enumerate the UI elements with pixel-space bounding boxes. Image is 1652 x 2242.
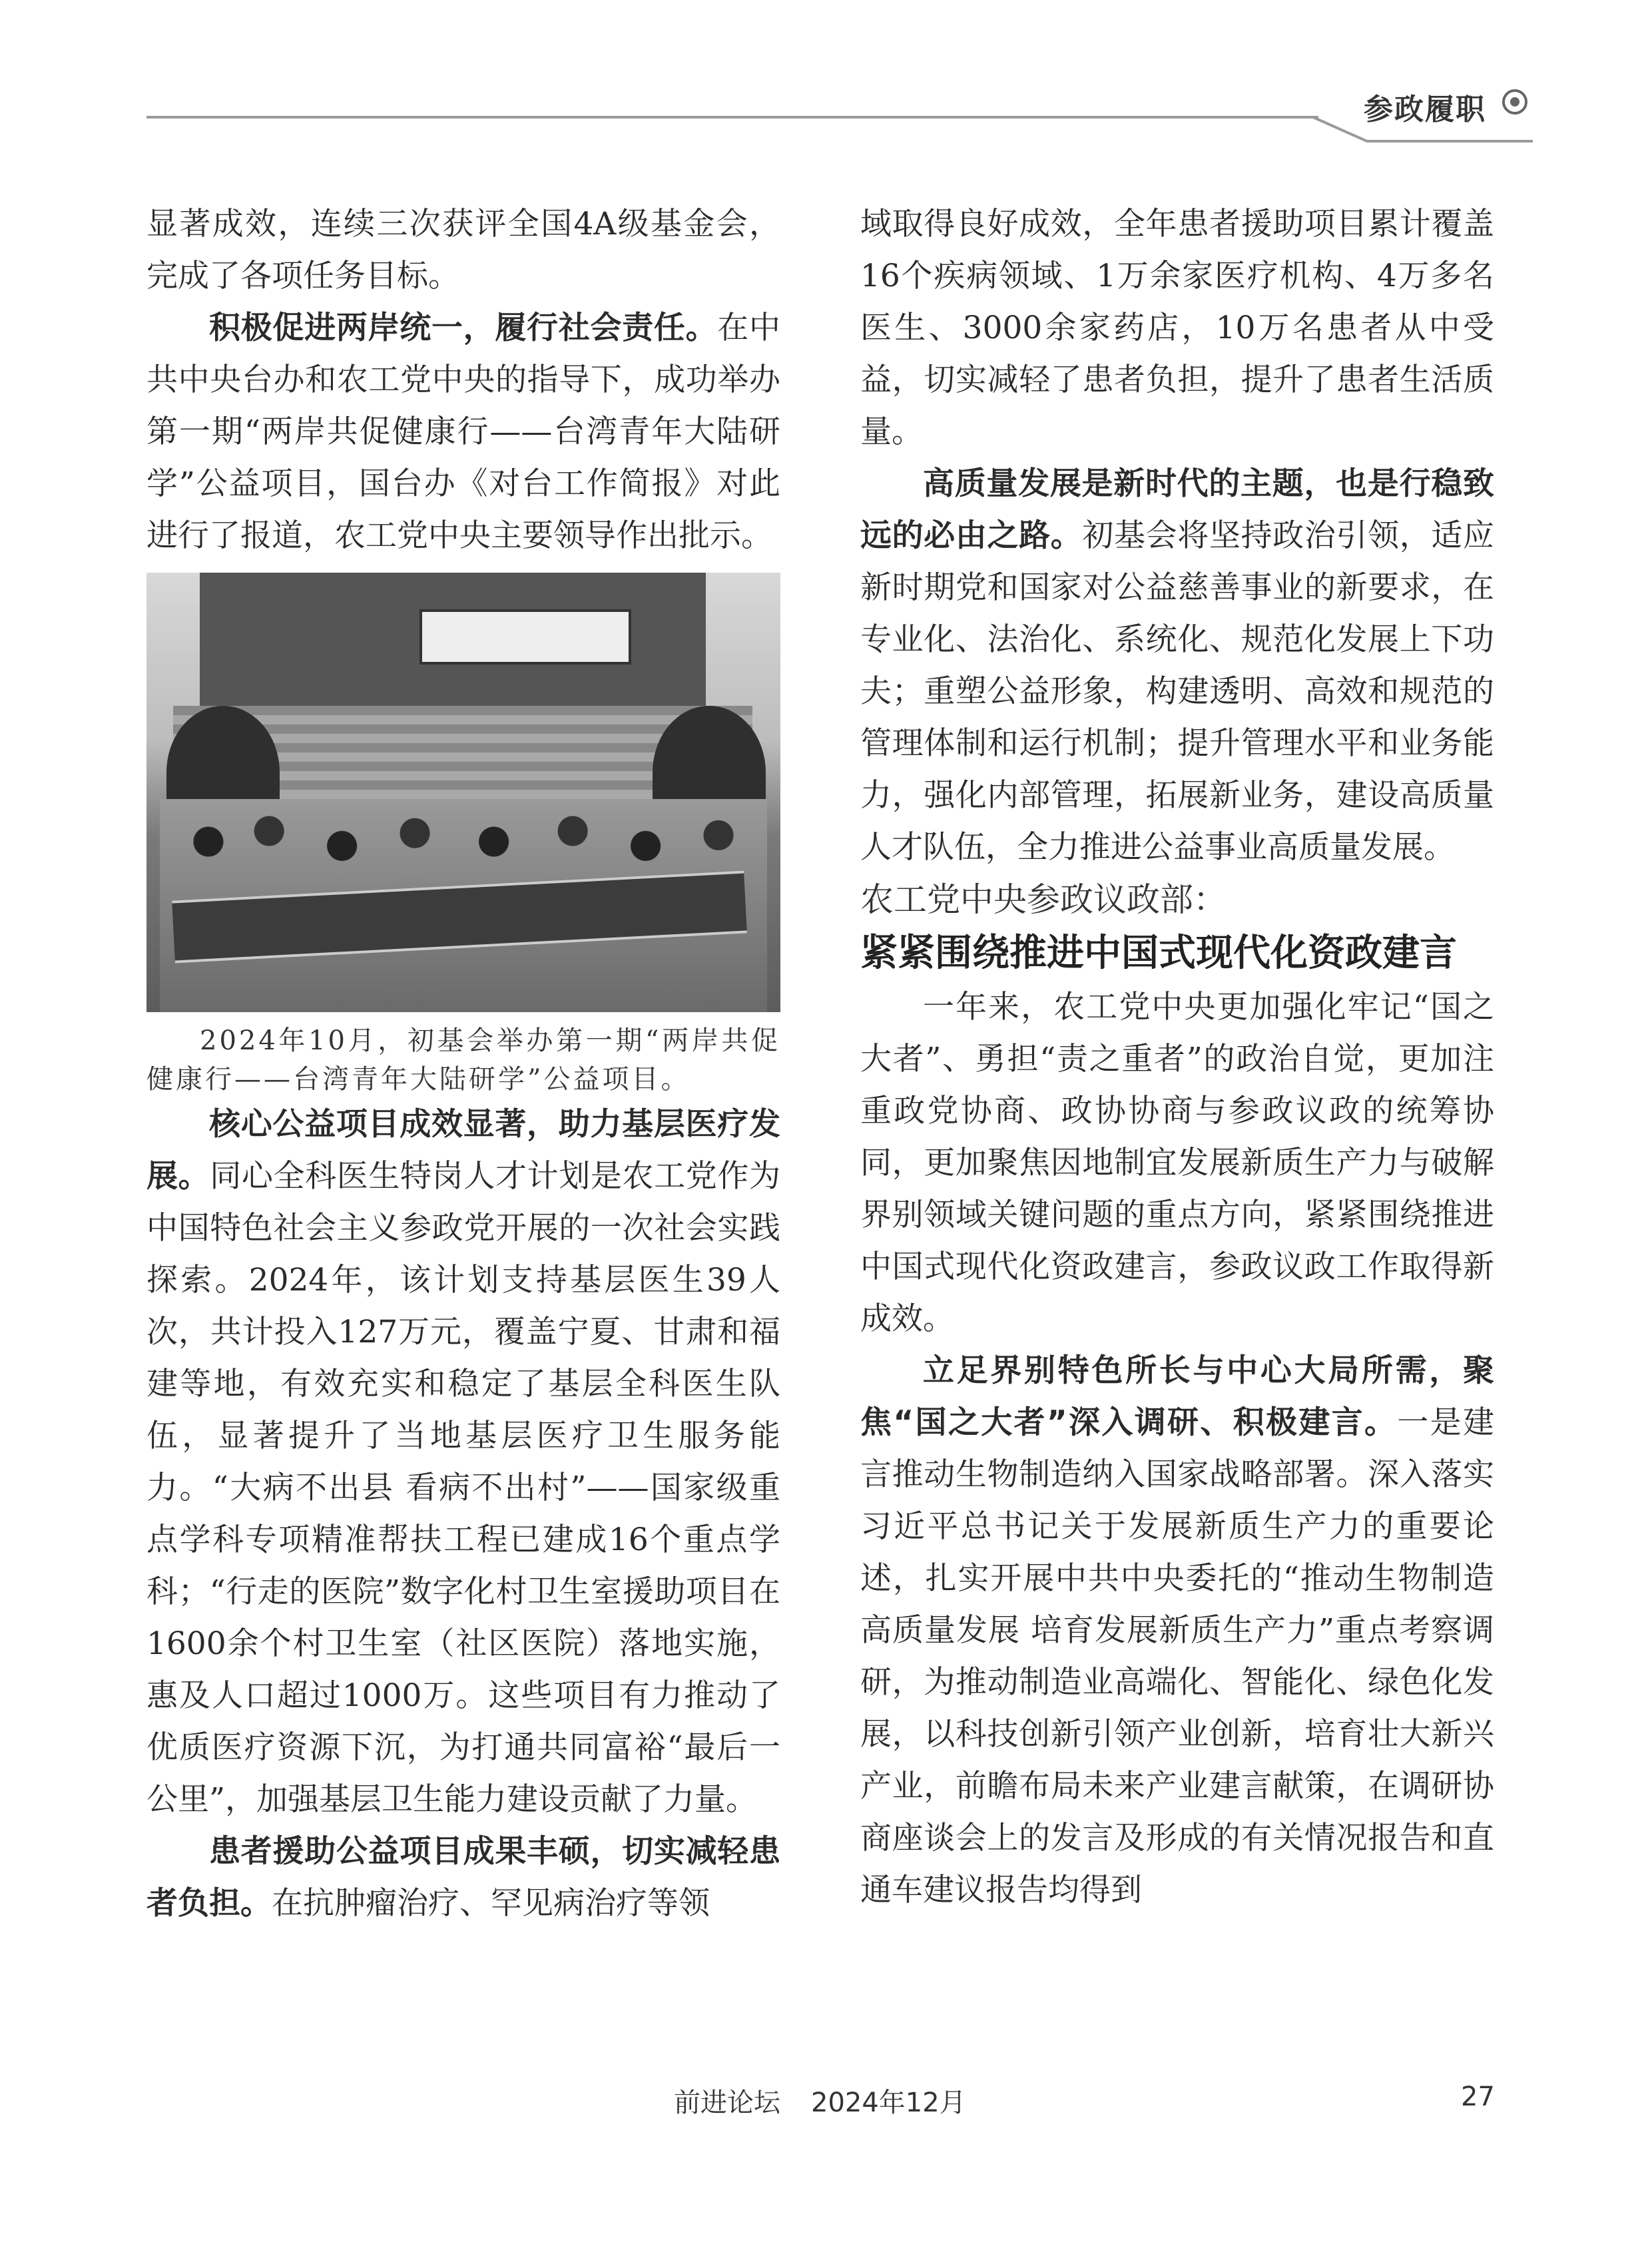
paragraph-body: 初基会将坚持政治引领，适应新时期党和国家对公益慈善事业的新要求，在专业化、法治化、系统化、规范化发展上下功夫；重塑公益形象，构建透明、高效和规范的管理体制和运行机制；提升管理水平和业务能力，强化内部管理，拓展新业务，建设高质量人才队伍，全力推进公益事业高质量发展。 — [860, 517, 1495, 866]
paragraph: 域取得良好成效，全年患者援助项目累计覆盖16个疾病领域、1万余家医疗机构、4万多名医生、3000余家药店，10万名患者从中受益，切实减轻了患者负担，提升了患者生活质量。 — [860, 206, 1494, 450]
paragraph-lead: 患者援助公益项目成果丰硕，切实减轻患者负担。 — [146, 1833, 780, 1922]
right-column — [860, 198, 1494, 1916]
paragraph — [146, 1099, 780, 1826]
paragraph-body: 在抗肿瘤治疗、罕见病治疗等领 — [272, 1885, 710, 1922]
paragraph-lead: 立足界别特色所长与中心大局所需，聚焦“国之大者”深入调研、积极建言。 — [860, 1352, 1494, 1441]
footer-magazine: 前进论坛 — [674, 2088, 780, 2118]
paragraph-lead: 高质量发展是新时代的主题，也是行稳致远的必由之路。 — [860, 465, 1494, 554]
paragraph: 一年来，农工党中央更加强化牢记“国之大者”、勇担“责之重者”的政治自觉，更加注重政党协商、政协协商与参政议政的统筹协同，更加聚焦因地制宜发展新质生产力与破解界别领域关键问题的重点方向，紧紧围绕推进中国式现代化资政建言，参政议政工作取得新成效。 — [860, 989, 1494, 1337]
paragraph — [860, 458, 1494, 874]
article-headline: 紧紧围绕推进中国式现代化资政建言 — [860, 932, 1457, 975]
footer-date: 2024年12月 — [811, 2088, 966, 2118]
paragraph — [146, 1826, 780, 1930]
museum-building — [200, 573, 706, 706]
paragraph-body: 在中共中央台办和农工党中央的指导下，成功举办第一期“两岸共促健康行——台湾青年大陆研学”公益项目，国台办《对台工作简报》对此进行了报道，农工党中央主要领导作出批示。 — [146, 310, 781, 554]
department-title: 农工党中央参政议政部： — [860, 880, 1227, 919]
section-tag: 参政履职 — [1364, 93, 1486, 127]
paragraph-body: 一是建言推动生物制造纳入国家战略部署。深入落实习近平总书记关于发展新质生产力的重要论述，扎实开展中共中央委托的“推动生物制造高质量发展 培育发展新质生产力”重点考察调研，为推动制造业高端化、智能化、绿色化发展，以科技创新引领产业创新，培育壮大新兴产业，前瞻布局未来产业建言献策，在调研协商座谈会上的发言及形成的有关情况报告和直通车建议报告均得到 — [860, 1404, 1494, 1908]
paragraph — [146, 302, 780, 562]
header-rule — [146, 116, 1318, 119]
paragraph-lead: 积极促进两岸统一，履行社会责任。 — [209, 310, 718, 346]
page-number: 27 — [1461, 2082, 1495, 2112]
museum-sign — [419, 609, 631, 665]
header-rule-bend — [1312, 116, 1367, 142]
paragraph-body: 同心全科医生特岗人才计划是农工党作为中国特色社会主义参政党开展的一次社会实践探索。2024年，该计划支持基层医生39人次，共计投入127万元，覆盖宁夏、甘肃和福建等地，有效充实和稳定了基层全科医生队伍，显著提升了当地基层医疗卫生服务能力。“大病不出县 看病不出村”——国家级重点学科专项精准帮扶工程已建成16个重点学科；“行走的医院”数字化村卫生室援助项目在1600余个村卫生室（社区医院）落地实施，惠及人口超过1000万。这些项目有力推动了优质医疗资源下沉，为打通共同富裕“最后一公里”，加强基层卫生能力建设贡献了力量。 — [146, 1158, 781, 1818]
paragraph-lead: 核心公益项目成效显著，助力基层医疗发展。 — [146, 1106, 780, 1195]
photo-caption: 2024年10月，初基会举办第一期“两岸共促健康行——台湾青年大陆研学”公益项目。 — [146, 1025, 780, 1095]
header-rule-tail — [1366, 140, 1533, 142]
paragraph: 显著成效，连续三次获评全国4A级基金会，完成了各项任务目标。 — [146, 206, 780, 294]
group-photo — [146, 573, 780, 1012]
left-column — [146, 198, 780, 1930]
paragraph — [860, 1345, 1494, 1916]
target-icon — [1502, 89, 1527, 115]
